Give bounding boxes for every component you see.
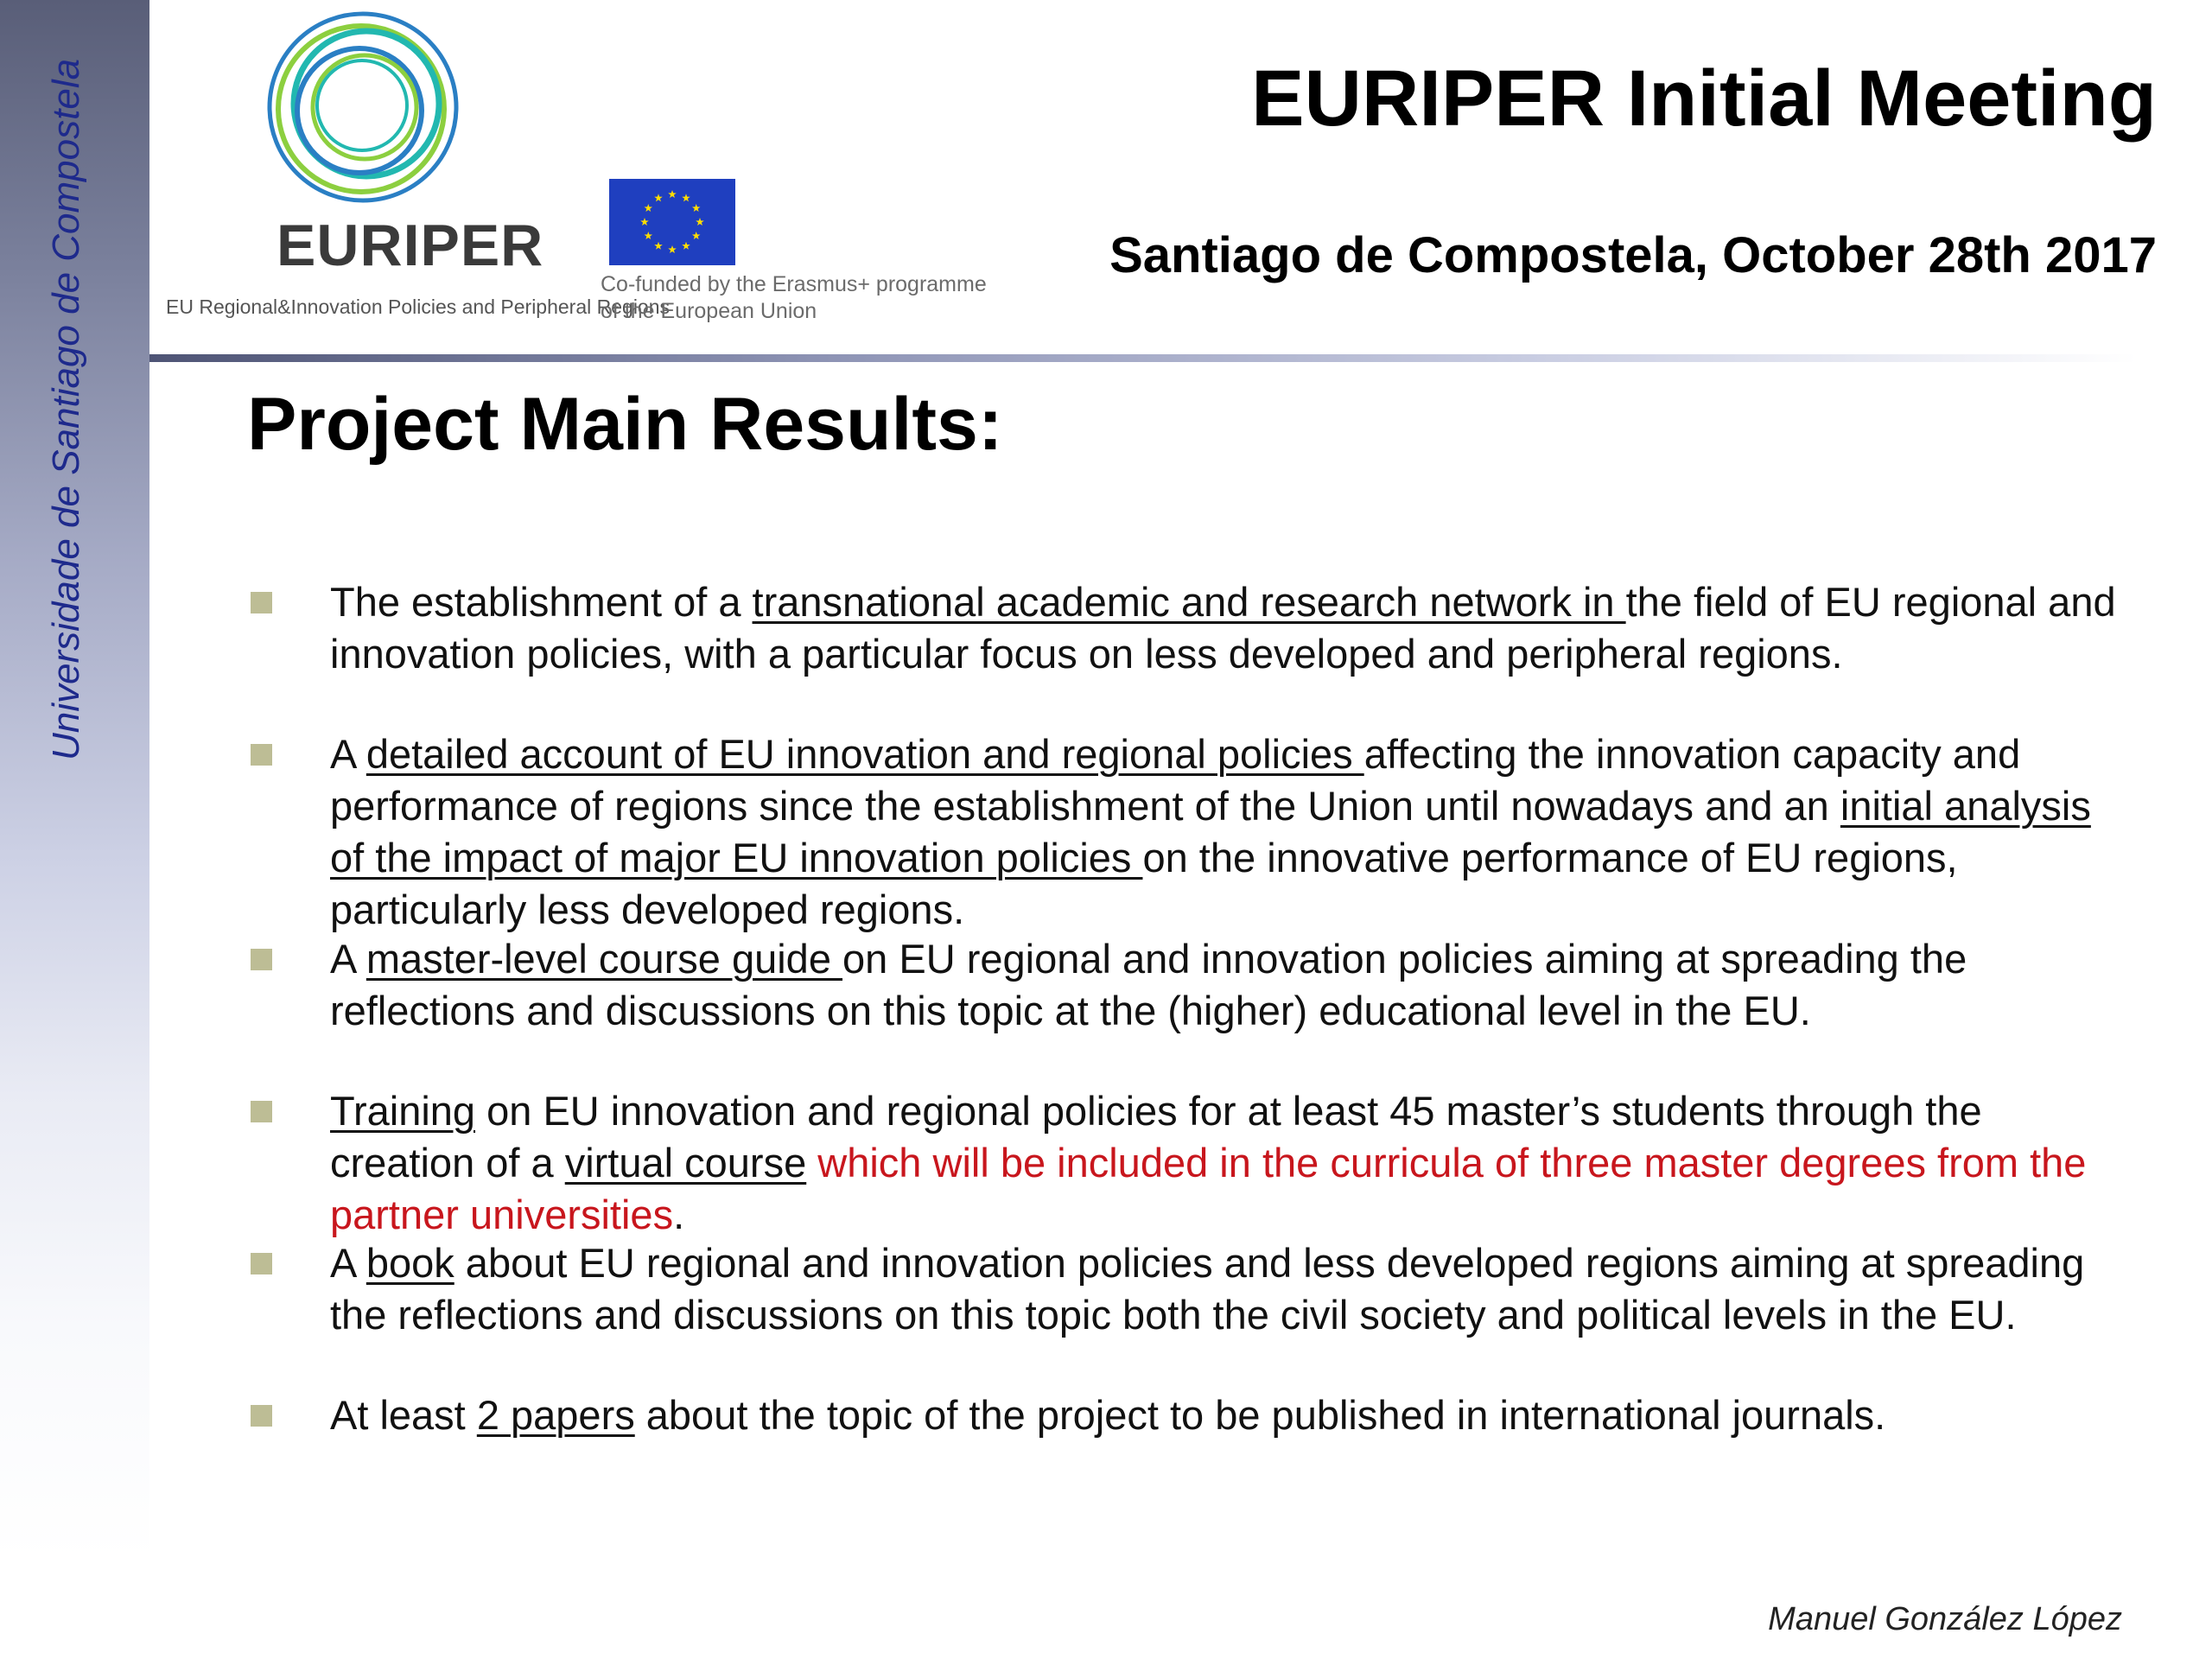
result-underline: Training [330, 1088, 476, 1134]
institution-name: Universidade de Santiago de Compostela [45, 58, 87, 760]
result-highlight: which will be included in the curricula of three master degrees from the partner universities [330, 1140, 2087, 1237]
sidebar [0, 0, 149, 1659]
square-bullet-icon [251, 1405, 272, 1427]
result-item-6 [330, 1389, 2136, 1441]
meeting-title: EURIPER Initial Meeting [1251, 54, 2157, 143]
logo-wordmark: EURIPER [276, 213, 544, 278]
meeting-date-location: Santiago de Compostela, October 28th 2017 [1109, 227, 2157, 283]
result-text: A [330, 1240, 366, 1286]
logo-tagline: EU Regional&Innovation Policies and Peripheral Regions [166, 296, 671, 318]
result-text: on the innovative performance of EU regions, particularly less developed regions. [330, 835, 1958, 932]
eu-flag-icon [609, 179, 735, 265]
result-underline: initial analysis of the impact of major EU innovation policies [330, 783, 2091, 880]
result-underline: detailed account of EU innovation and regional policies [365, 731, 1364, 777]
result-item-3 [330, 933, 2136, 1037]
result-item-1 [330, 576, 2136, 680]
result-item-4 [330, 1085, 2136, 1241]
result-text: the field of EU regional and innovation policies, with a particular focus on less developed and peripheral regions. [330, 579, 2116, 677]
result-text: A [330, 731, 366, 777]
cofunded-note [601, 271, 987, 325]
result-text: The establishment of a [330, 579, 753, 625]
result-text: affecting the innovation capacity and performance of regions since the establishment of the Union until nowadays and an [330, 731, 2021, 829]
result-underline: master-level course guide [365, 936, 843, 982]
result-text: on EU innovation and regional policies for at least 45 master’s students through the creation of a [330, 1088, 1982, 1185]
author-name: Manuel González López [1768, 1601, 2122, 1637]
result-item-2 [330, 728, 2136, 936]
concentric-rings-logo-icon [259, 5, 467, 213]
result-item-5 [330, 1237, 2136, 1341]
result-text: At least [330, 1392, 477, 1438]
result-text: . [673, 1192, 685, 1237]
result-text: on EU regional and innovation policies aiming at spreading the reflections and discussions on this topic at the (higher) educational level in the EU. [330, 936, 1967, 1033]
result-underline: book [365, 1240, 454, 1286]
euriper-logo [156, 0, 671, 328]
square-bullet-icon [251, 1253, 272, 1274]
result-text: about EU regional and innovation policies and less developed regions aiming at spreading the reflections and discussions on this topic both the civil society and political levels in the EU. [330, 1240, 2085, 1338]
result-underline: transnational academic and research network in [752, 579, 1626, 625]
cofunded-line-2: of the European Union [601, 299, 817, 323]
square-bullet-icon [251, 1101, 272, 1122]
result-underline: virtual course [564, 1140, 807, 1185]
result-text: A [330, 936, 366, 982]
cofunded-line-1: Co-funded by the Erasmus+ programme [601, 272, 987, 296]
result-text [806, 1140, 817, 1185]
result-text: about the topic of the project to be published in international journals. [634, 1392, 1886, 1438]
result-underline: 2 papers [476, 1392, 635, 1438]
square-bullet-icon [251, 949, 272, 970]
page-heading: Project Main Results: [247, 383, 1003, 466]
square-bullet-icon [251, 744, 272, 766]
square-bullet-icon [251, 592, 272, 613]
header-divider [149, 354, 2137, 362]
